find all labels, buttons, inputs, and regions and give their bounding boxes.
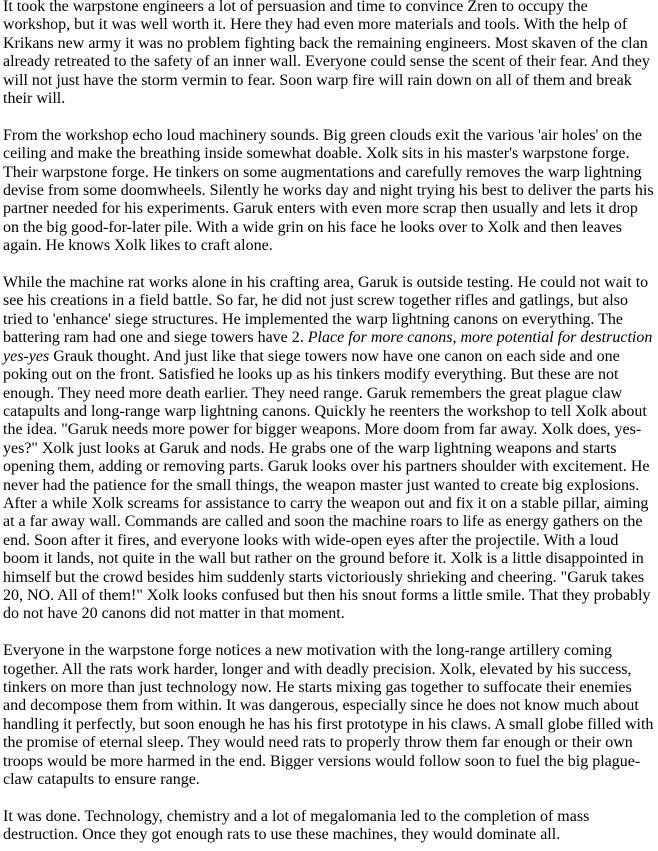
paragraph-3-text-end: Grauk thought. And just like that siege towers now have one canon on each side and one poking out on the front. Satisfied he looks up as his tinkers modify everything. But these are not enough. They need more death earlier. They need range. Garuk remembers the great plague claw catapults and long-range warp lightning canons. Quickly he reenters the workshop to tell Xolk about the idea. "Garuk needs more power for bigger weapons. More doom from far away. Xolk does, yes-yes?" Xolk just looks at Garuk and nods. He grabs one of the warp lightning weapons and starts opening them, adding or removing parts. Garuk looks over his partners shoulder with excitement. He never had the patience for the small things, the weapon master just wanted to create big explosions. After a while Xolk screams for assistance to carry the weapon out and fix it on a stable pillar, aiming at a far away wall. Commands are called and soon the machine roars to life as energy gathers on the end. Soon after it fires, and everyone looks with wide-open eyes after the projectile. With a loud boom it lands, not quite in the wall but rather on the ground before it. Xolk is a little disappointed in himself but the crowd besides him suddenly starts victoriously shrieking and cheering. "Garuk takes 20, NO. All of them!" Xolk looks confused but then his snout forms a little smile. That they probably do not have 20 canons did not matter in that moment. [3,347,651,623]
italic-thought: Place for more canons, more potential for destruction yes-yes [3,329,653,365]
paragraph-4: Everyone in the warpstone forge notices a new motivation with the long-range artillery coming together. All the rats work harder, longer and with deadly precision. Xolk, elevated by his success, tinkers on more than just technology now. He starts mixing gas together to suffocate their enemies and decompose them from within. It was dangerous, especially since he does not know much about handling it perfectly, but soon enough he has his first prototype in his claws. A small globe filled with the promise of eternal sleep. They would need rats to properly throw them far enough or their own troops would be more harmed in the end. Bigger versions would follow soon to fuel the big plague-claw catapults to ensure range. [3,642,654,789]
paragraph-3 [3,274,654,624]
paragraph-3-text-start: While the machine rat works alone in his crafting area, Garuk is outside testing. He could not wait to see his creations in a field battle. So far, he did not just screw together rifles and gatlings, but also tried to 'enhance' siege structures. He implemented the warp lightning canons on everything. The battering ram had one and siege towers have 2. [3,274,649,347]
paragraph-1: It took the warpstone engineers a lot of persuasion and time to convince Zren to occupy the workshop, but it was well worth it. Here they had even more materials and tools. With the help of Krikans new army it was no problem fighting back the remaining engineers. Most skaven of the clan already retreated to the safety of an inner wall. Everyone could sense the scent of their fear. And they will not just have the storm vermin to fear. Soon warp fire will rain down on all of them and break their will. [3,0,650,108]
paragraph-5: It was done. Technology, chemistry and a lot of megalomania led to the completion of mass destruction. Once they got enough rats to use these machines, they would dominate all. [3,807,590,844]
paragraph-2: From the workshop echo loud machinery sounds. Big green clouds exit the various 'air holes' on the ceiling and make the breathing inside somewhat doable. Xolk sits in his master's warpstone forge. Their warpstone forge. He tinkers on some augmentations and carefully removes the warp lightning devise from some doomwheels. Silently he works day and night trying his best to deliver the parts his partner needed for his experiments. Garuk enters with even more scrap then usually and lets it drop on the big good-for-later pile. With a wide grin on his face he looks over to Xolk and then leaves again. He knows Xolk likes to craft alone. [3,126,654,255]
